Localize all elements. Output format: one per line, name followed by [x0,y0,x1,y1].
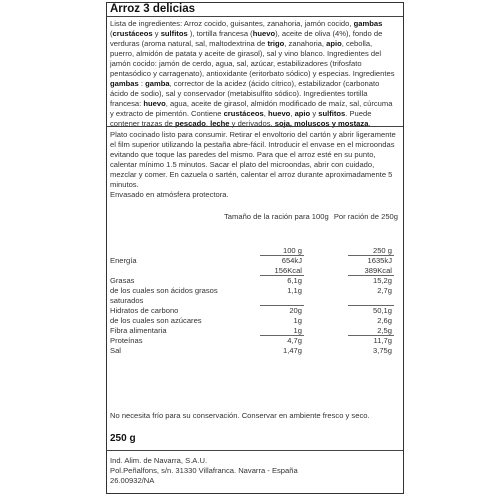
company-info [110,456,398,486]
ingredients-part: ), tortilla francesa ( [189,29,253,38]
allergen: sulfitos [318,109,346,118]
value-per-serving: 2,6g [377,316,392,325]
ingredients-part: derivados, [237,119,273,128]
table-rule [348,255,394,256]
net-weight: 250 g [110,433,136,444]
storage-note: No necesita frío para su conservación. Conservar en ambiente fresco y seco. [110,411,370,420]
value-per-serving: 15,2g [372,276,392,285]
title-divider [107,16,403,17]
allergen: huevo [143,99,166,108]
value-per-100g: 1,47g [282,346,302,355]
allergen: trigo [267,39,285,48]
registration-code: 26.00932/NA [110,476,155,485]
allergen: pescado [175,119,206,128]
table-rule [260,335,304,336]
nutrient-label: de los cuales son ácidos grasos saturados [110,286,218,305]
ingredients-part: . [368,119,371,128]
ingredients-part: , [263,109,266,118]
nutrition-row [110,336,400,346]
ingredients-part: ), aceite de oliva (4%), fondo de verduras (aroma natural, sal, maltodextrina de [110,29,383,48]
nutrition-col2-header: Por ración de 250g [333,212,398,221]
nutrition-row [110,276,400,286]
table-rule [260,275,304,276]
nutrition-row [110,256,400,266]
value-per-100g: 20g [289,306,302,315]
nutrition-col1-header: Tamaño de la ración para 100g [224,212,329,221]
nutrient-label: Hidratos de carbono [110,306,179,315]
ingredients-part: , corrector de la acidez (ácido cítrico), estabilizador (carbonato ácido de sodio), sal y conservador (metabisulfito sódico). Ingredientes tortilla francesa: [110,79,380,108]
table-rule [260,305,304,306]
ingredients-part: y [154,29,159,38]
allergen: apio [326,39,342,48]
allergen: sulfitos [160,29,188,38]
company-name: Ind. Alim. de Navarra, S.A.U. [110,456,208,465]
ingredients-part: , zanahoria, [284,39,325,48]
value-per-serving: 50,1g [372,306,392,315]
value-per-100g: 100 g [282,246,302,255]
value-per-serving: 2,7g [377,286,392,295]
nutrient-label: Sal [110,346,121,355]
table-rule [260,255,304,256]
nutrient-label: Fibra alimentaria [110,326,167,335]
table-rule [348,275,394,276]
allergen: leche [210,119,230,128]
allergen: crustáceos [112,29,153,38]
allergen: soja, moluscos y mostaza [274,119,369,128]
value-per-serving: 2,5g [377,326,392,335]
preparation-instructions: Plato cocinado listo para consumir. Retirar el envoltorio del cartón y abrir ligeramente el film superior utilizando la pestaña abre-fácil. Introducir el envase en el microondas evitando que toque las paredes del mismo. Para que el arroz esté en su punto, calentar mínimo 1.5 minutos. Sacar el plato del microondas, abrir con cuidado, mezclar y comer. En cazuela o sartén, calentar el arroz durante aproximadamente 5 minutos. [110,130,396,189]
allergen: huevo [252,29,276,38]
allergen: gambas [353,19,383,28]
value-per-100g: 1,1g [287,286,302,295]
ingredients-part: y [312,109,317,118]
ingredients-part: , [290,109,293,118]
allergen: huevo [267,109,291,118]
value-per-100g: 654kJ [281,256,302,265]
ingredients-part: y [231,119,236,128]
value-per-100g: 6,1g [287,276,302,285]
allergen: apio [294,109,311,118]
allergen: gambas [110,79,139,88]
ingredients-part: . Puede contener trazas de [110,109,372,128]
value-per-serving: 389Kcal [364,266,392,275]
ingredients-part: , agua, aceite de girasol, almidón modificado de maíz, sal, cúrcuma y extracto de pimentón. Contiene [110,99,393,118]
nutrient-label: Grasas [110,276,135,285]
value-per-serving: 250 g [372,246,392,255]
allergen: gamba [145,79,170,88]
value-per-serving: 3,75g [372,346,392,355]
ingredients-part: , [205,119,208,128]
table-rule [348,305,394,306]
nutrition-row [110,306,400,316]
ingredients-part: Lista de ingredientes: Arroz cocido, guisantes, zanahoria, jamón cocido, [110,19,352,28]
ingredients-text [110,19,398,129]
packaging-note: Envasado en atmósfera protectora. [110,190,229,199]
value-per-serving: 11,7g [373,336,392,345]
product-title: Arroz 3 delicias [110,3,196,15]
company-address: Pol.Peñalfons, s/n. 31330 Villafranca. Navarra - España [110,466,298,475]
nutrition-row [110,316,400,326]
section-divider [107,126,403,127]
value-per-100g: 1g [293,326,302,335]
value-per-serving: 1635kJ [367,256,392,265]
allergen: crustáceos [223,109,264,118]
nutrition-row [110,346,400,356]
value-per-100g: 156Kcal [274,266,302,275]
nutrient-label: Energía [110,256,137,265]
value-per-100g: 4,7g [287,336,302,345]
table-rule [348,335,394,336]
ingredients-part: , cebolla, puerro, almidón de patata y aceite de girasol), sal y vino blanco. Ingredientes del jamón cocido: jamón de cerdo, agua, sal, azúcar, estabilizadores (trifosfato pentasódico y carragenato), antioxidante (eritorbato sódico) y especias. Ingredientes [110,39,395,78]
nutrient-label: de los cuales son azúcares [110,316,202,325]
ingredients-part: : [140,79,143,88]
nutrient-label: Proteínas [110,336,143,345]
ingredients-part: ( [110,29,113,38]
company-divider [107,450,403,451]
value-per-100g: 1g [293,316,302,325]
nutrition-row [110,286,400,305]
